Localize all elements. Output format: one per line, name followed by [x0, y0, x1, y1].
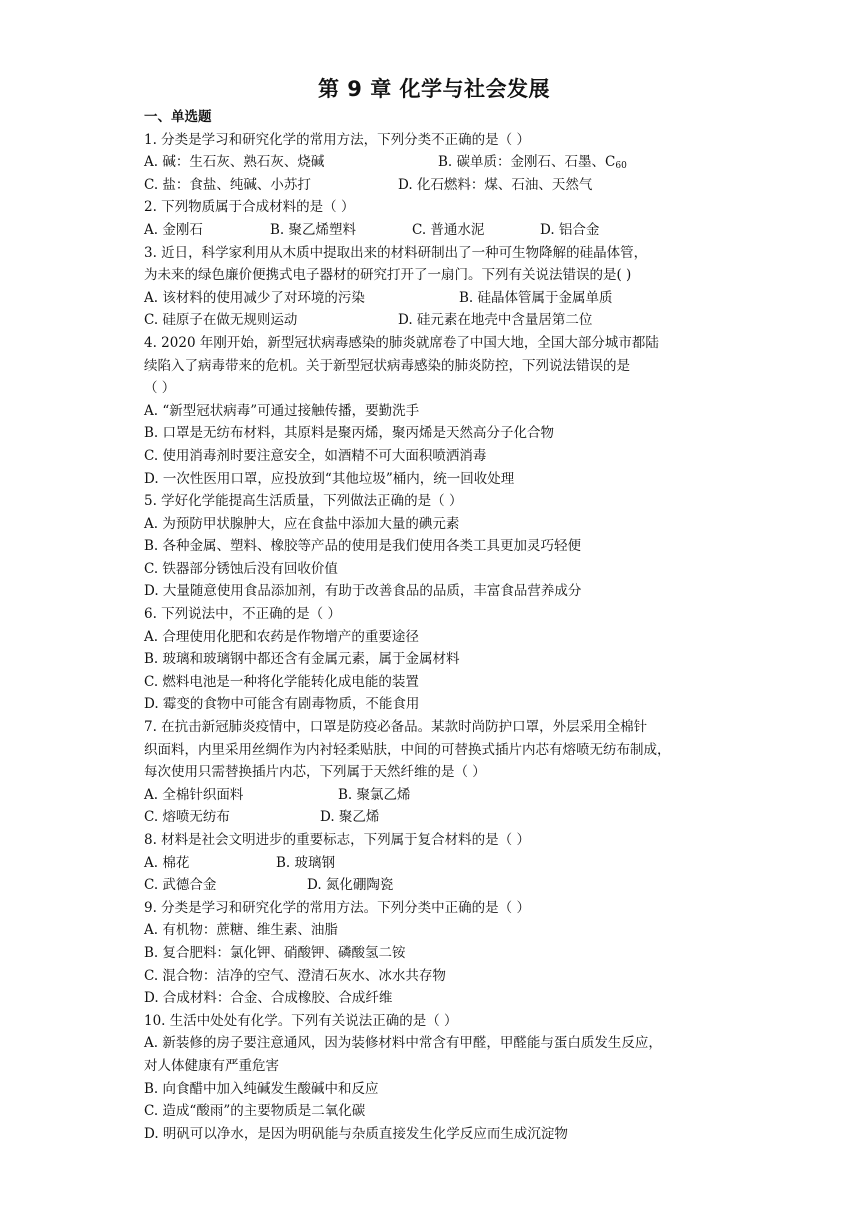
question-1-option-b-subscript: 60 — [615, 161, 627, 172]
question-4-option-c: C. 使用消毒剂时要注意安全，如酒精不可大面积喷洒消毒 — [144, 447, 487, 464]
question-4-option-d: D. 一次性医用口罩，应投放到“其他垃圾”桶内，统一回收处理 — [144, 470, 515, 487]
question-2-option-c: C. 普通水泥 — [412, 221, 485, 238]
question-2-options-row — [144, 219, 724, 242]
question-1-options-row-1 — [144, 151, 724, 174]
page-title: 第 9 章 化学与社会发展 — [317, 77, 551, 101]
question-3-stem-line-1: 3. 近日，科学家利用从木质中提取出来的材料研制出了一种可生物降解的硅晶体管， — [144, 244, 648, 261]
question-3-stem-line-2: 为未来的绿色廉价便携式电子器材的研究打开了一扇门。下列有关说法错误的是( ) — [144, 267, 632, 284]
question-7-stem-line-1: 7. 在抗击新冠肺炎疫情中，口罩是防疫必备品。某款时尚防护口罩，外层采用全棉针 — [144, 719, 648, 736]
question-4-stem-line-3: （ ） — [144, 380, 176, 397]
question-3-options-row-2 — [144, 309, 724, 332]
question-7-option-d: D. 聚乙烯 — [320, 809, 380, 826]
question-4-option-b: B. 口罩是无纺布材料，其原料是聚丙烯，聚丙烯是天然高分子化合物 — [144, 425, 555, 442]
question-1-options-row-2 — [144, 174, 724, 197]
question-6-option-b: B. 玻璃和玻璃钢中都还含有金属元素，属于金属材料 — [144, 651, 460, 668]
question-6-stem: 6. 下列说法中，不正确的是（ ） — [144, 606, 341, 623]
question-5-option-a: A. 为预防甲状腺肿大，应在食盐中添加大量的碘元素 — [144, 515, 460, 532]
question-10-option-b: B. 向食醋中加入纯碱发生酸碱中和反应 — [144, 1080, 379, 1097]
question-8-option-d: D. 氮化硼陶瓷 — [307, 877, 394, 894]
question-7-option-a: A. 全棉针织面料 — [144, 786, 244, 803]
question-3-option-c: C. 硅原子在做无规则运动 — [144, 312, 298, 329]
question-2-option-a: A. 金刚石 — [144, 221, 203, 238]
question-5-stem: 5. 学好化学能提高生活质量，下列做法正确的是（ ） — [144, 493, 463, 510]
question-4-stem-line-2: 续陷入了病毒带来的危机。关于新型冠状病毒感染的肺炎防控，下列说法错误的是 — [144, 357, 630, 374]
question-1-option-b-text: B. 碳单质：金刚石、石墨、C — [438, 154, 616, 171]
question-1-stem: 1. 分类是学习和研究化学的常用方法，下列分类不正确的是（ ） — [144, 131, 530, 148]
question-8-option-c: C. 武德合金 — [144, 877, 217, 894]
question-9-stem: 9. 分类是学习和研究化学的常用方法。下列分类中正确的是（ ） — [144, 899, 530, 916]
question-3-option-d: D. 硅元素在地壳中含量居第二位 — [398, 312, 593, 329]
question-7-option-c: C. 熔喷无纺布 — [144, 809, 230, 826]
question-8-options-row-1 — [144, 852, 724, 875]
question-9-option-d: D. 合成材料：合金、合成橡胶、合成纤维 — [144, 990, 393, 1007]
question-6-option-d: D. 霉变的食物中可能含有剧毒物质，不能食用 — [144, 696, 420, 713]
question-6-option-c: C. 燃料电池是一种将化学能转化成电能的装置 — [144, 673, 419, 690]
question-10-option-d: D. 明矾可以净水，是因为明矾能与杂质直接发生化学反应而生成沉淀物 — [144, 1125, 568, 1142]
question-1-option-c: C. 盐：食盐、纯碱、小苏打 — [144, 176, 311, 193]
question-10-option-c: C. 造成“酸雨”的主要物质是二氧化碳 — [144, 1103, 366, 1120]
question-9-option-c: C. 混合物：洁净的空气、澄清石灰水、冰水共存物 — [144, 967, 446, 984]
question-8-stem: 8. 材料是社会文明进步的重要标志，下列属于复合材料的是（ ） — [144, 832, 530, 848]
question-6-option-a: A. 合理使用化肥和农药是作物增产的重要途径 — [144, 628, 419, 645]
question-9-option-b: B. 复合肥料：氯化钾、硝酸钾、磷酸氢二铵 — [144, 944, 406, 961]
question-3-option-a: A. 该材料的使用减少了对环境的污染 — [144, 289, 365, 306]
question-10-stem: 10. 生活中处处有化学。下列有关说法正确的是（ ） — [144, 1012, 458, 1029]
section-heading: 一、单选题 — [144, 109, 212, 125]
question-5-option-b: B. 各种金属、塑料、橡胶等产品的使用是我们使用各类工具更加灵巧轻便 — [144, 538, 582, 555]
question-1-option-b — [438, 151, 627, 174]
question-7-options-row-1 — [144, 784, 724, 807]
question-3-options-row-1 — [144, 287, 724, 310]
question-8-option-a: A. 棉花 — [144, 854, 190, 871]
question-7-stem-line-3: 每次使用只需替换插片内芯，下列属于天然纤维的是（ ） — [144, 764, 486, 781]
question-2-stem: 2. 下列物质属于合成材料的是（ ） — [144, 199, 355, 216]
question-1-option-a: A. 碱：生石灰、熟石灰、烧碱 — [144, 154, 325, 171]
question-9-option-a: A. 有机物：蔗糖、维生素、油脂 — [144, 922, 338, 939]
question-3-option-b: B. 硅晶体管属于金属单质 — [459, 289, 613, 306]
question-4-option-a: A. “新型冠状病毒”可通过接触传播，要勤洗手 — [144, 402, 420, 419]
question-8-options-row-2 — [144, 874, 724, 897]
question-5-option-c: C. 铁器部分锈蚀后没有回收价值 — [144, 560, 338, 577]
question-4-stem-line-1: 4. 2020 年刚开始，新型冠状病毒感染的肺炎就席卷了中国大地，全国大部分城市都陆 — [144, 334, 659, 351]
question-2-option-b: B. 聚乙烯塑料 — [270, 221, 357, 238]
question-5-option-d: D. 大量随意使用食品添加剂，有助于改善食品的品质，丰富食品营养成分 — [144, 583, 582, 600]
question-8-option-b: B. 玻璃钢 — [276, 854, 336, 871]
question-7-options-row-2 — [144, 806, 724, 829]
question-10-option-a-line-2: 对人体健康有严重危害 — [144, 1057, 279, 1074]
question-10-option-a-line-1: A. 新装修的房子要注意通风，因为装修材料中常含有甲醛，甲醛能与蛋白质发生反应， — [144, 1035, 662, 1052]
question-2-option-d: D. 铝合金 — [540, 221, 600, 238]
document-page — [144, 72, 724, 1145]
question-7-option-b: B. 聚氯乙烯 — [338, 786, 411, 803]
question-1-option-d: D. 化石燃料：煤、石油、天然气 — [398, 176, 593, 193]
question-7-stem-line-2: 织面料，内里采用丝绸作为内衬轻柔贴肤，中间的可替换式插片内芯有熔喷无纺布制成， — [144, 741, 671, 758]
